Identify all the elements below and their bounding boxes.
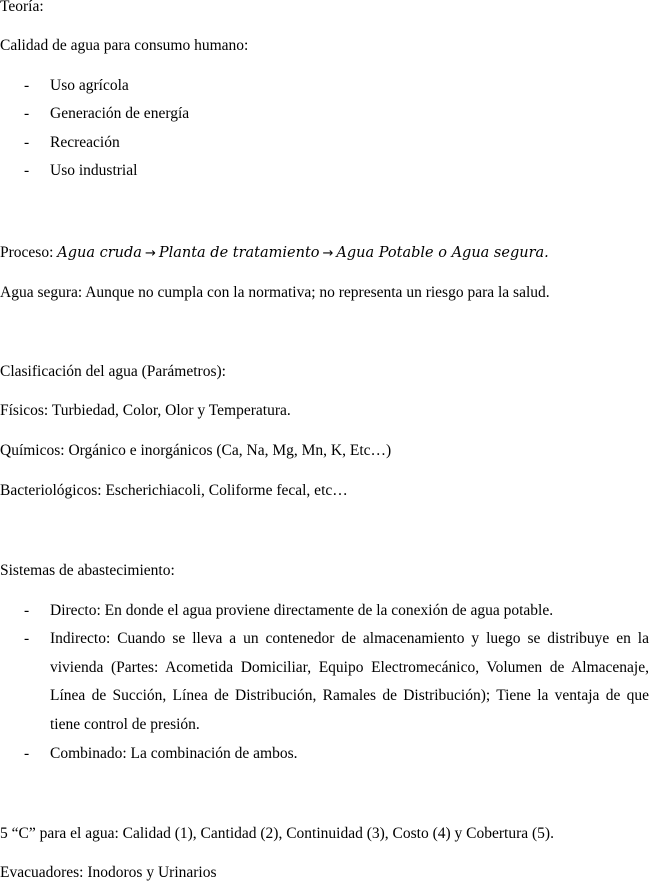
list-item-combinado: Combinado: La combinación de ambos. [50,745,298,762]
list-item-recreacion: Recreación [50,134,120,151]
proceso-step-agua-potable: Agua Potable o Agua segura. [336,245,549,261]
clasificacion-heading: Clasificación del agua (Parámetros): [0,363,226,380]
proceso-step-agua-cruda: Agua cruda [57,245,142,261]
list-bullet: - [24,630,30,647]
bacteriologicos-line: Bacteriológicos: Escherichiacoli, Coliforme fecal, etc… [0,482,348,499]
list-item-uso-agricola: Uso agrícola [50,77,129,94]
list-item-generacion-energia: Generación de energía [50,105,190,122]
proceso-label: Proceso: [0,244,58,261]
proceso-step-planta: Planta de tratamiento [158,245,320,261]
fisicos-line: Físicos: Turbiedad, Color, Olor y Temperatura. [0,402,291,419]
list-item-uso-industrial: Uso industrial [50,162,138,179]
list-bullet: - [24,134,30,151]
arrow-right-icon: → [322,246,334,261]
agua-segura-definition: Agua segura: Aunque no cumpla con la normativa; no representa un riesgo para la salud. [0,284,550,301]
arrow-right-icon: → [144,246,156,261]
list-bullet: - [24,745,30,762]
list-item-directo: Directo: En donde el agua proviene directamente de la conexión de agua potable. [50,602,554,619]
list-bullet: - [24,105,30,122]
proceso-line [0,243,549,264]
list-item-indirecto: Indirecto: Cuando se lleva a un contenedor de almacenamiento y luego se distribuye en la vivienda (Partes: Acometida Domiciliar, Equipo Electromecánico, Volumen de Almacenaje, Línea de Succión, Línea de Distribución, Ramales de Distribución); Tiene la ventaja de que tiene control de presión. [50,630,649,733]
teoria-heading: Teoría: [0,0,44,15]
sistemas-heading: Sistemas de abastecimiento: [0,562,175,579]
evacuadores-line: Evacuadores: Inodoros y Urinarios [0,864,217,881]
calidad-heading: Calidad de agua para consumo humano: [0,37,249,54]
quimicos-line: Químicos: Orgánico e inorgánicos (Ca, Na, Mg, Mn, K, Etc…) [0,442,392,459]
cinco-c-line: 5 “C” para el agua: Calidad (1), Cantidad (2), Continuidad (3), Costo (4) y Cobertura (5). [0,825,554,842]
list-bullet: - [24,602,30,619]
list-bullet: - [24,162,30,179]
list-bullet: - [24,77,30,94]
